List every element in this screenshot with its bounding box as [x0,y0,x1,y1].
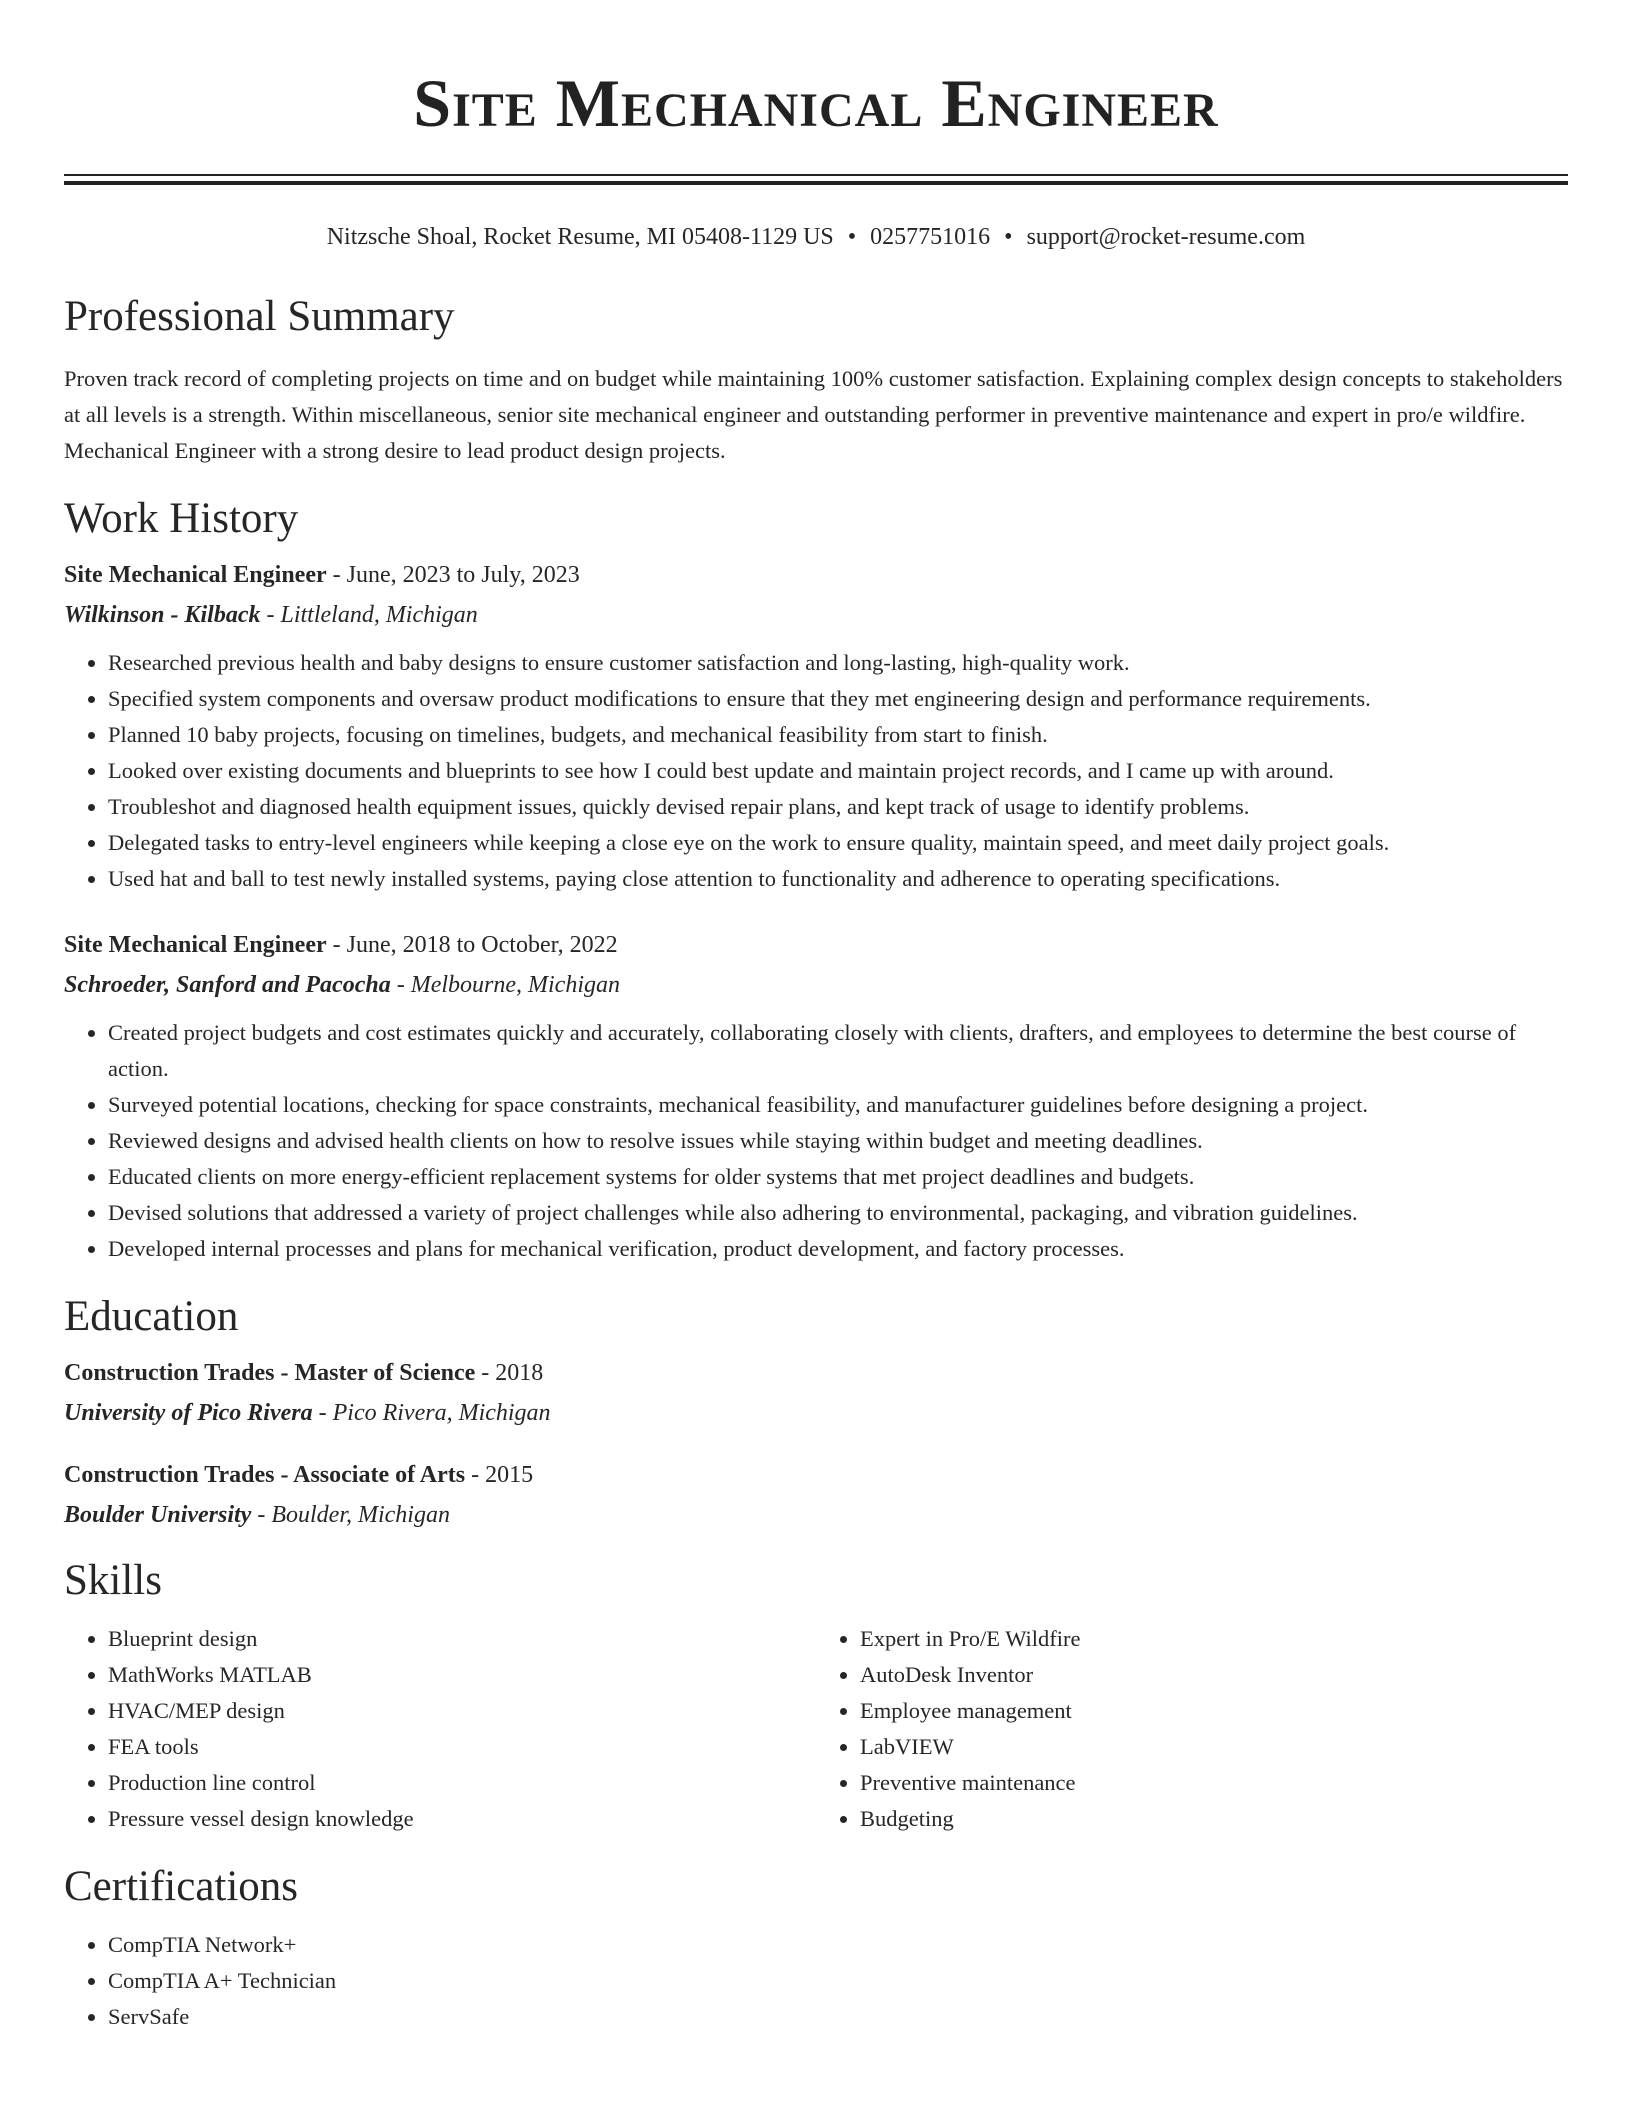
header-divider [64,174,1568,185]
section-title-skills: Skills [64,1557,162,1604]
job-entry [64,929,1568,1267]
list-item: • ServSafe [108,1999,1568,2035]
section-title-certifications: Certifications [64,1863,299,1910]
list-item: • FEA tools [108,1729,816,1765]
list-item: • Budgeting [860,1801,1568,1837]
education-location: - Boulder, Michigan [251,1502,450,1528]
list-item: • CompTIA Network+ [108,1927,1568,1963]
list-item: • HVAC/MEP design [108,1693,816,1729]
job-role: Site Mechanical Engineer [64,562,327,588]
job-dates: - June, 2023 to July, 2023 [326,562,580,588]
job-entry [64,559,1568,897]
education-school: University of Pico Rivera [64,1400,313,1426]
education-year: - 2015 [465,1462,534,1488]
contact-phone: 0257751016 [870,224,991,250]
job-company: Wilkinson - Kilback [64,602,261,628]
section-title-work: Work History [64,495,299,542]
list-item: • AutoDesk Inventor [860,1657,1568,1693]
education-degree: Construction Trades - Associate of Arts [64,1462,466,1488]
list-item: • Production line control [108,1765,816,1801]
list-item: • Looked over existing documents and blueprints to see how I could best update and maintain project records, and I came up with around. [108,753,1568,789]
list-item: • Blueprint design [108,1621,816,1657]
education-school: Boulder University [64,1502,252,1528]
list-item: • Preventive maintenance [860,1765,1568,1801]
list-item: • Employee management [860,1693,1568,1729]
list-item: • Reviewed designs and advised health clients on how to resolve issues while staying within budget and meeting deadlines. [108,1123,1568,1159]
list-item: • LabVIEW [860,1729,1568,1765]
education-entry [64,1357,1568,1429]
list-item: • Delegated tasks to entry-level engineers while keeping a close eye on the work to ensure quality, maintain speed, and meet daily project goals. [108,825,1568,861]
job-role: Site Mechanical Engineer [64,932,327,958]
resume-name: Site Mechanical Engineer [413,65,1219,141]
list-item: • Surveyed potential locations, checking for space constraints, mechanical feasibility, and manufacturer guidelines before designing a project. [108,1087,1568,1123]
job-location: - Melbourne, Michigan [390,972,620,998]
section-title-summary: Professional Summary [64,293,455,340]
contact-separator: • [847,224,857,250]
list-item: • Expert in Pro/E Wildfire [860,1621,1568,1657]
certifications-list [64,1927,1568,2035]
list-item: • Planned 10 baby projects, focusing on timelines, budgets, and mechanical feasibility from start to finish. [108,717,1568,753]
list-item: • Pressure vessel design knowledge [108,1801,816,1837]
summary-text: Proven track record of completing projects on time and on budget while maintaining 100% customer satisfaction. Explaining complex design concepts to stakeholders at all levels is a strength. Within miscellaneous, senior site mechanical engineer and outstanding performer in preventive maintenance and expert in pro/e wildfire. Mechanical Engineer with a strong desire to lead product design projects. [64,366,1563,463]
list-item: • Created project budgets and cost estimates quickly and accurately, collaborating closely with clients, drafters, and employees to determine the best course of action. [108,1015,1568,1087]
job-dates: - June, 2018 to October, 2022 [326,932,618,958]
education-degree: Construction Trades - Master of Science [64,1360,476,1386]
education-location: - Pico Rivera, Michigan [312,1400,551,1426]
list-item: • Developed internal processes and plans for mechanical verification, product development, and factory processes. [108,1231,1568,1267]
list-item: • Specified system components and oversaw product modifications to ensure that they met engineering design and performance requirements. [108,681,1568,717]
education-year: - 2018 [475,1360,544,1386]
list-item: • Troubleshot and diagnosed health equipment issues, quickly devised repair plans, and kept track of usage to identify problems. [108,789,1568,825]
job-company: Schroeder, Sanford and Pacocha [64,972,391,998]
section-title-education: Education [64,1293,239,1340]
job-bullets [64,645,1568,897]
skills-list-right [816,1621,1568,1837]
education-entry [64,1459,1568,1531]
list-item: • MathWorks MATLAB [108,1657,816,1693]
contact-email: support@rocket-resume.com [1026,224,1306,250]
contact-address: Nitzsche Shoal, Rocket Resume, MI 05408-1129 US [326,224,834,250]
list-item: • CompTIA A+ Technician [108,1963,1568,1999]
list-item: • Educated clients on more energy-efficient replacement systems for older systems that met project deadlines and budgets. [108,1159,1568,1195]
contact-separator: • [1004,224,1013,250]
skills-columns [64,1621,1568,1837]
list-item: • Used hat and ball to test newly installed systems, paying close attention to functionality and adherence to operating specifications. [108,861,1568,897]
contact-line [64,223,1568,251]
list-item: • Researched previous health and baby designs to ensure customer satisfaction and long-lasting, high-quality work. [108,645,1568,681]
skills-list-left [64,1621,816,1837]
job-location: - Littleland, Michigan [260,602,478,628]
job-bullets [64,1015,1568,1267]
list-item: • Devised solutions that addressed a variety of project challenges while also adhering to environmental, packaging, and vibration guidelines. [108,1195,1568,1231]
